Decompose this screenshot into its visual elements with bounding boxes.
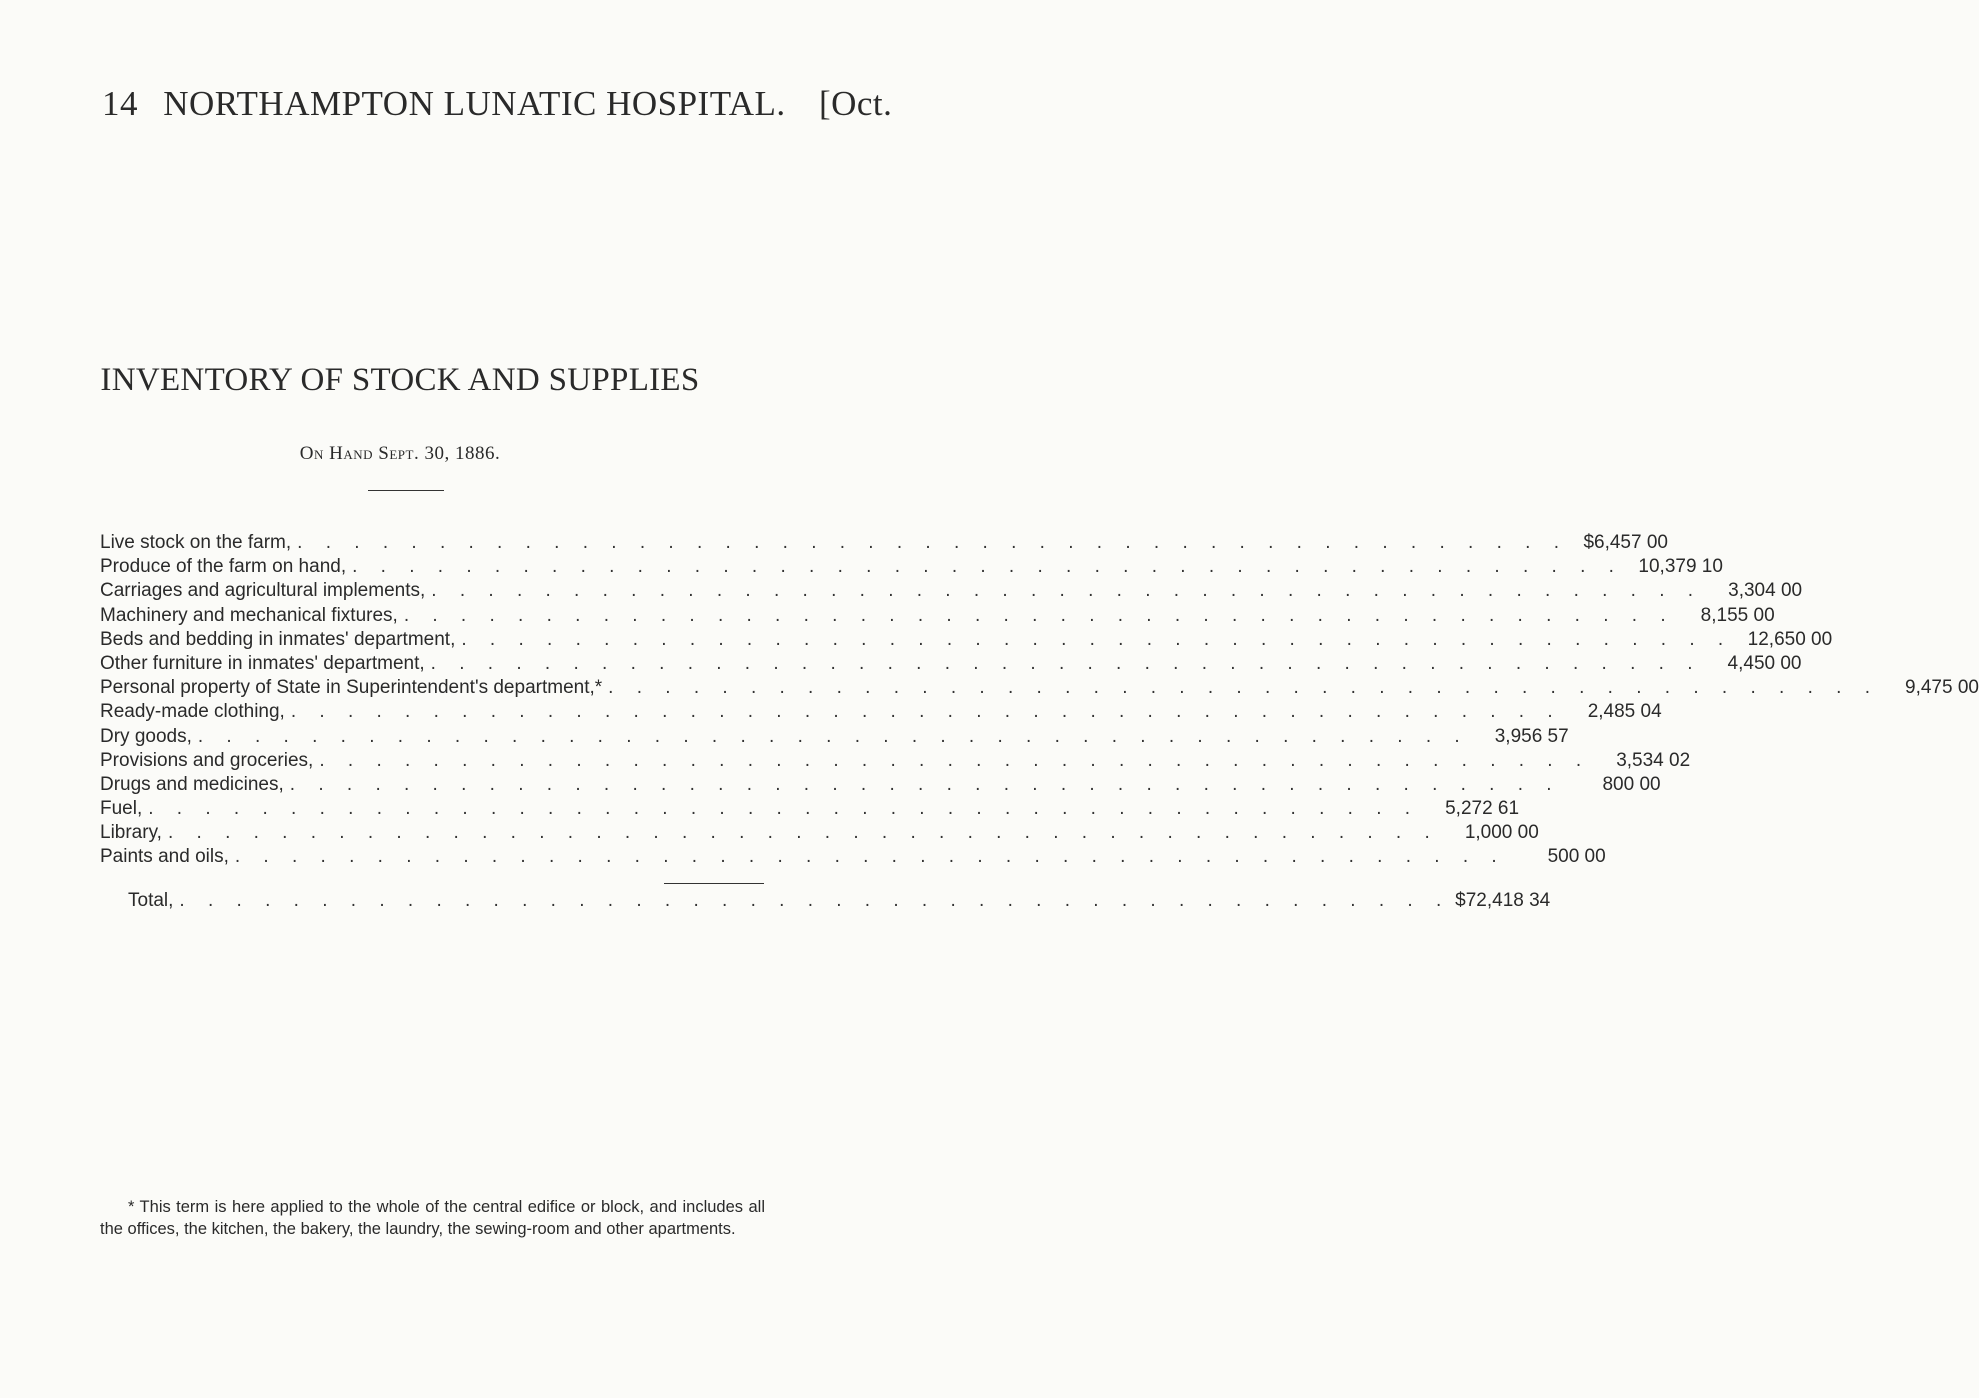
total-divider <box>664 883 764 884</box>
item-amount: 3,304 00 <box>1728 580 1803 602</box>
item-label: Produce of the farm on hand, <box>100 556 347 578</box>
item-amount: 4,450 00 <box>1727 652 1802 674</box>
item-label: Provisions and groceries, <box>100 749 314 771</box>
dot-leader <box>192 726 1469 748</box>
page-number: 14 <box>102 84 138 123</box>
inventory-table <box>100 532 1979 914</box>
dot-leader <box>602 677 1879 699</box>
dot-leader <box>173 890 1450 912</box>
inventory-row <box>100 677 1979 701</box>
inventory-row <box>100 628 1833 653</box>
inventory-row <box>100 725 1569 750</box>
item-amount: 800 00 <box>1602 773 1661 795</box>
dot-leader <box>291 532 1568 554</box>
inventory-row <box>100 556 1723 580</box>
inventory-rows <box>100 532 1979 871</box>
inventory-row <box>100 532 1668 556</box>
item-label: Beds and bedding in inmates' department, <box>100 628 456 650</box>
item-label: Other furniture in inmates' department, <box>100 652 425 674</box>
item-label: Live stock on the farm, <box>100 532 292 553</box>
total-amount: $72,418 34 <box>1455 889 1551 911</box>
dot-leader <box>162 822 1439 844</box>
item-label: Paints and oils, <box>100 846 229 868</box>
title-divider <box>368 490 444 491</box>
item-amount: 3,534 02 <box>1616 749 1691 771</box>
dot-leader <box>229 846 1506 868</box>
item-label: Drugs and medicines, <box>100 773 284 795</box>
running-header <box>102 84 892 124</box>
inventory-row <box>100 822 1539 846</box>
item-label: Dry goods, <box>100 725 192 747</box>
item-label: Ready-made clothing, <box>100 701 285 723</box>
dot-leader <box>425 580 1702 602</box>
dot-leader <box>284 774 1561 796</box>
inventory-row <box>100 580 1803 604</box>
inventory-row <box>100 846 1606 870</box>
total-row <box>100 889 1551 914</box>
footnote: * This term is here applied to the whole of the central edifice or block, and includes all the offices, the kitchen, the bakery, the laundry, the sewing-room and other apartments. <box>100 1198 765 1238</box>
item-amount: 10,379 10 <box>1638 556 1723 578</box>
item-label: Personal property of State in Superintendent's department,* <box>100 677 603 699</box>
document-title: INVENTORY OF STOCK AND SUPPLIES <box>100 362 700 398</box>
item-amount: 500 00 <box>1547 846 1606 868</box>
inventory-row <box>100 701 1662 725</box>
item-amount: 9,475 00 <box>1905 677 1979 699</box>
running-title: NORTHAMPTON LUNATIC HOSPITAL. <box>163 84 786 123</box>
dot-leader <box>313 750 1590 772</box>
dot-leader <box>285 701 1562 723</box>
document-subtitle: On Hand Sept. 30, 1886. <box>299 443 501 464</box>
dot-leader <box>346 556 1623 578</box>
item-amount: 3,956 57 <box>1494 725 1569 747</box>
item-amount: $6,457 00 <box>1583 532 1668 553</box>
dot-leader <box>455 629 1732 651</box>
inventory-row <box>100 652 1802 677</box>
inventory-row <box>100 773 1661 798</box>
inventory-row <box>100 604 1775 629</box>
item-label: Machinery and mechanical fixtures, <box>100 604 398 626</box>
inventory-row <box>100 749 1691 774</box>
item-amount: 12,650 00 <box>1747 628 1833 650</box>
dot-leader <box>398 605 1675 627</box>
item-label: Library, <box>100 822 162 844</box>
dot-leader <box>425 653 1702 675</box>
item-amount: 1,000 00 <box>1464 822 1539 844</box>
item-label: Fuel, <box>100 798 143 820</box>
item-amount: 8,155 00 <box>1700 604 1775 626</box>
item-amount: 2,485 04 <box>1587 701 1662 723</box>
dot-leader <box>142 798 1419 820</box>
total-label: Total, <box>128 889 174 911</box>
inventory-row <box>100 798 1520 822</box>
item-amount: 5,272 61 <box>1445 798 1520 820</box>
item-label: Carriages and agricultural implements, <box>100 580 426 602</box>
header-date: [Oct. <box>818 84 893 123</box>
